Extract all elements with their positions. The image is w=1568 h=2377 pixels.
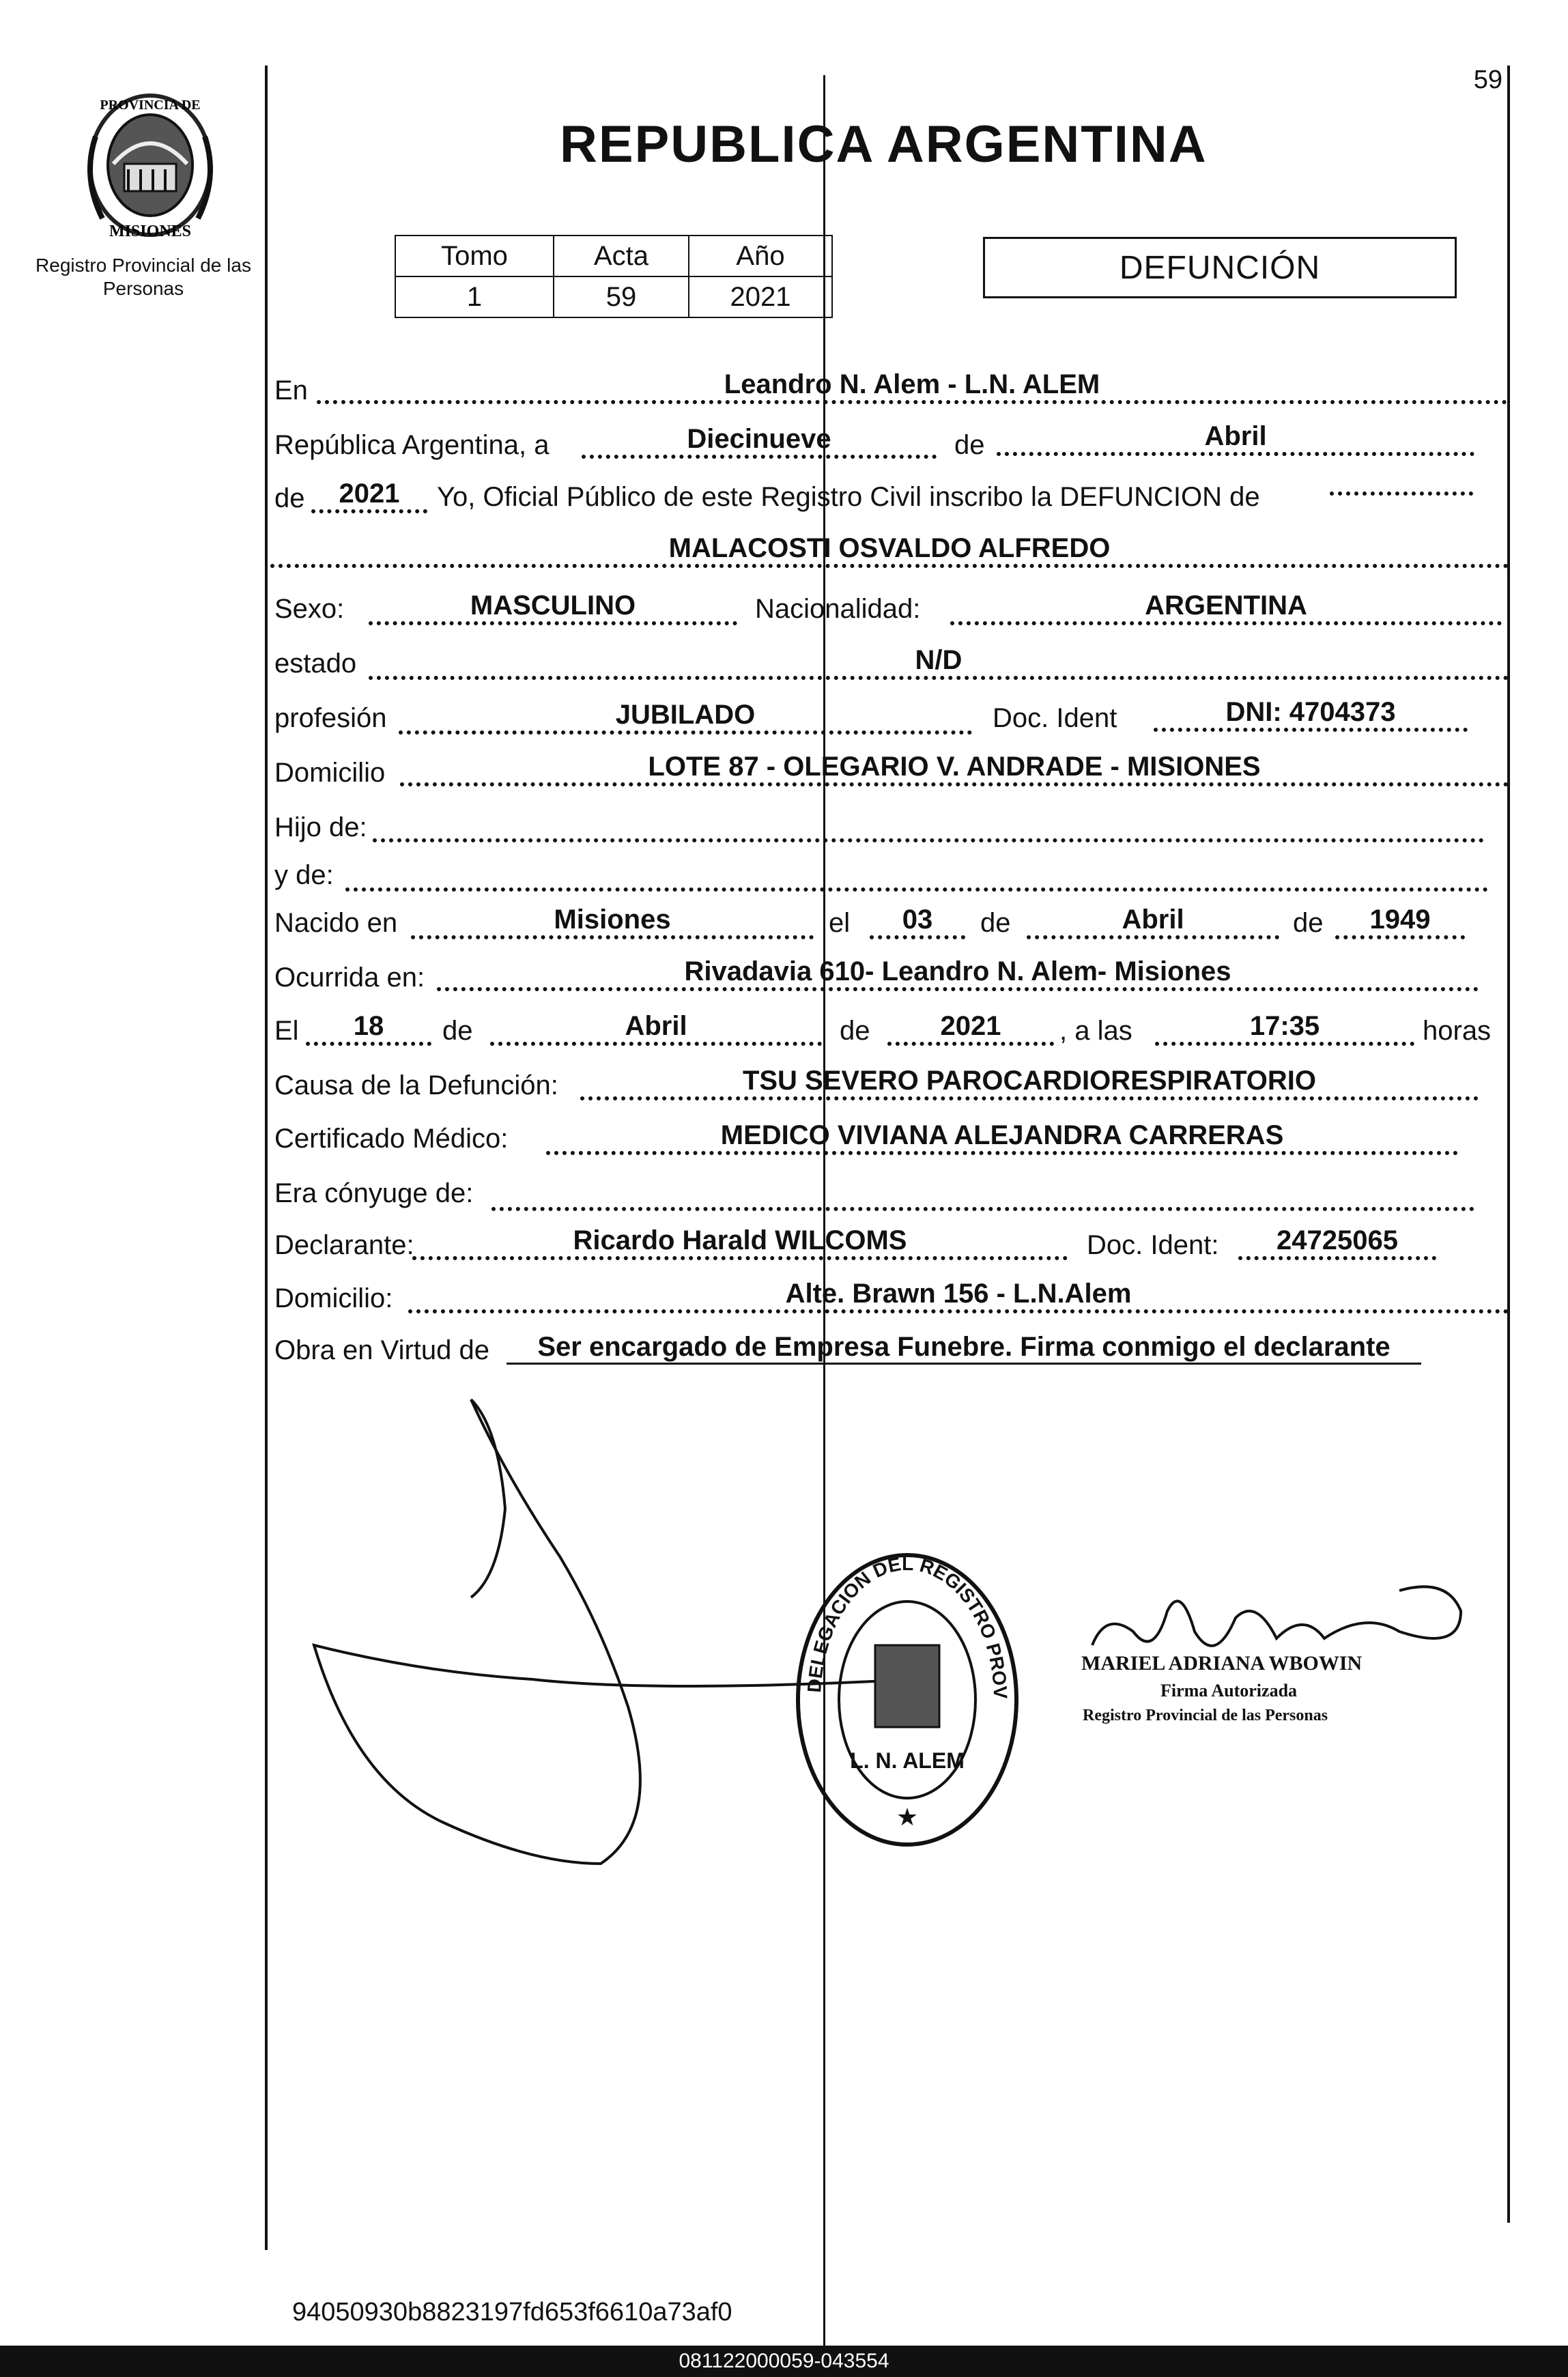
def-mes-field: Abril — [490, 1010, 822, 1046]
yde-field — [345, 856, 1488, 892]
nac-dia-field: 03 — [870, 904, 965, 939]
republica-label: República Argentina, a — [274, 430, 550, 460]
certificado-field: MEDICO VIVIANA ALEJANDRA CARRERAS — [546, 1120, 1458, 1155]
registry-header-acta: Acta — [554, 236, 689, 276]
doc2-field: 24725065 — [1238, 1225, 1436, 1260]
nacido-field: Misiones — [411, 904, 814, 939]
hora-field: 17:35 — [1155, 1010, 1414, 1046]
en-label: En — [274, 375, 308, 405]
profesion-label: profesión — [274, 703, 387, 733]
causa-label: Causa de la Defunción: — [274, 1070, 558, 1100]
domicilio-field: LOTE 87 - OLEGARIO V. ANDRADE - MISIONES — [400, 751, 1509, 786]
horas-label: horas — [1423, 1016, 1492, 1046]
de-label-nac: de — [980, 908, 1011, 938]
hijo-label: Hijo de: — [274, 812, 367, 842]
registry-table — [395, 235, 833, 318]
el2-label: El — [274, 1016, 299, 1046]
declarante-field: Ricardo Harald WILCOMS — [412, 1225, 1068, 1260]
signatory-name: MARIEL ADRIANA WBOWIN — [1081, 1652, 1363, 1675]
estado-field: N/D — [369, 644, 1509, 680]
causa-field: TSU SEVERO PAROCARDIORESPIRATORIO — [580, 1065, 1479, 1100]
sexo-field: MASCULINO — [369, 590, 737, 625]
de-label: de — [954, 430, 985, 460]
nac-anio-field: 1949 — [1335, 904, 1465, 939]
nacionalidad-field: ARGENTINA — [950, 590, 1502, 625]
def-dia-field: 18 — [306, 1010, 431, 1046]
domicilio2-label: Domicilio: — [274, 1283, 393, 1313]
conyuge-label: Era cónyuge de: — [274, 1178, 474, 1208]
svg-text:L. N. ALEM: L. N. ALEM — [850, 1748, 965, 1773]
nacido-label: Nacido en — [274, 908, 398, 938]
ocurrida-field: Rivadavia 610- Leandro N. Alem- Misiones — [437, 956, 1479, 991]
document-hash: 94050930b8823197fd653f6610a73af0 — [292, 2298, 732, 2326]
mes-field: Abril — [997, 421, 1474, 456]
el-label: el — [829, 908, 851, 938]
domicilio-label: Domicilio — [274, 758, 386, 788]
anio-field: 2021 — [311, 478, 427, 513]
right-margin-line — [1507, 66, 1510, 2223]
obra-field: Ser encargado de Empresa Funebre. Firma conmigo el declarante — [507, 1331, 1421, 1365]
nacionalidad-label: Nacionalidad: — [755, 594, 921, 624]
dia-field: Diecinueve — [582, 423, 937, 459]
oficial-text: Yo, Oficial Público de este Registro Civil inscribo la DEFUNCION de — [437, 482, 1260, 512]
de-label-def: de — [442, 1016, 473, 1046]
en-field: Leandro N. Alem - L.N. ALEM — [317, 369, 1507, 404]
declarante-label: Declarante: — [274, 1230, 414, 1260]
sexo-label: Sexo: — [274, 594, 345, 624]
document-title: REPUBLICA ARGENTINA — [560, 115, 1208, 173]
svg-text:★: ★ — [896, 1803, 919, 1831]
certificado-label: Certificado Médico: — [274, 1124, 509, 1154]
hijo-field — [373, 807, 1484, 842]
profesion-field: JUBILADO — [399, 699, 972, 735]
oficial-tail-line — [1330, 492, 1473, 496]
registry-header-tomo: Tomo — [395, 236, 554, 276]
svg-text:PROVINCIA DE: PROVINCIA DE — [100, 98, 201, 113]
svg-text:MISIONES: MISIONES — [109, 223, 192, 240]
svg-text:DELEGACION DEL REGISTRO PROVIN: DELEGACION DEL REGISTRO PROV — [803, 1552, 1012, 1699]
registry-value-tomo: 1 — [395, 276, 554, 317]
left-margin-line — [265, 66, 268, 2250]
def-anio-field: 2021 — [887, 1010, 1054, 1046]
doc-field: DNI: 4704373 — [1154, 696, 1468, 732]
official-stamp — [793, 1550, 1021, 1850]
signatory-role: Firma Autorizada — [1160, 1681, 1298, 1700]
de-label-def2: de — [840, 1016, 870, 1046]
nac-mes-field: Abril — [1027, 904, 1279, 939]
domicilio2-field: Alte. Brawn 156 - L.N.Alem — [408, 1278, 1509, 1313]
de2-label: de — [274, 483, 305, 513]
obra-label: Obra en Virtud de — [274, 1335, 490, 1365]
yde-label: y de: — [274, 860, 334, 890]
conyuge-field — [491, 1176, 1474, 1211]
logo-caption: Registro Provincial de las Personas — [35, 255, 251, 299]
nombre-field: MALACOSTI OSVALDO ALFREDO — [270, 532, 1509, 568]
page-number: 59 — [1473, 66, 1502, 94]
record-type-box: DEFUNCIÓN — [983, 237, 1457, 298]
province-logo — [75, 82, 225, 246]
de-label-nac2: de — [1293, 908, 1324, 938]
alas-label: , a las — [1059, 1016, 1132, 1046]
doc-label: Doc. Ident — [993, 703, 1117, 733]
registry-value-anio: 2021 — [689, 276, 832, 317]
ocurrida-label: Ocurrida en: — [274, 963, 425, 993]
doc2-label: Doc. Ident: — [1087, 1230, 1219, 1260]
footer-code: 081122000059-043554 — [679, 2350, 889, 2372]
estado-label: estado — [274, 649, 357, 679]
signatory-office: Registro Provincial de las Personas — [1083, 1707, 1328, 1724]
registry-header-anio: Año — [689, 236, 832, 276]
registry-value-acta: 59 — [554, 276, 689, 317]
